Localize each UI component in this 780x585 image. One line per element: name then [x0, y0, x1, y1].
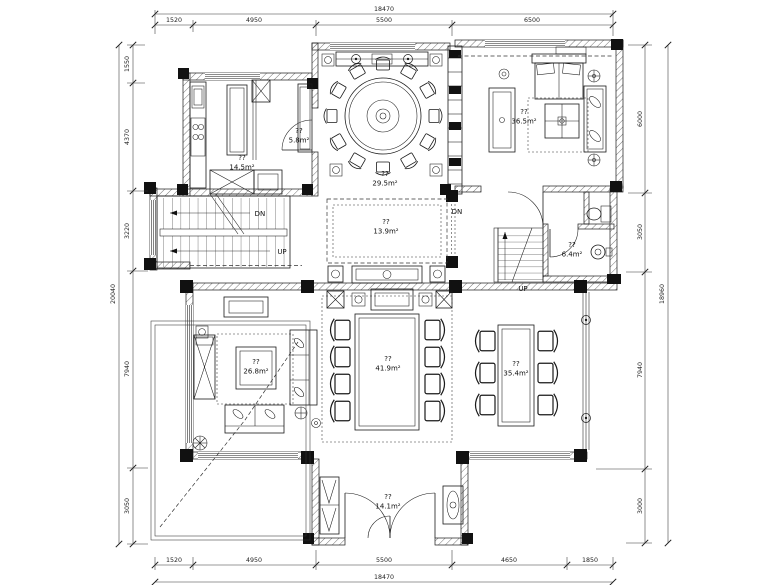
svg-text:6500: 6500 [523, 17, 541, 24]
label-pantry: ?? 5.8m² [288, 127, 310, 145]
label-living: ?? 26.8m² [243, 358, 269, 376]
label-family: ?? 41.9m² [375, 355, 401, 373]
stair-right [452, 208, 543, 293]
svg-text:3050: 3050 [124, 497, 131, 515]
svg-text:4370: 4370 [124, 128, 131, 146]
svg-text:4950: 4950 [245, 557, 263, 564]
dimension-left [110, 42, 148, 547]
label-bathroom: ?? 6.4m² [561, 241, 583, 259]
dimension-bottom [152, 550, 616, 585]
dim-right-overall: 18960 [659, 283, 666, 305]
dim-bottom-overall: 18470 [373, 574, 395, 581]
svg-text:7940: 7940 [637, 361, 644, 379]
label-bedroom: ?? 36.5m² [511, 108, 537, 126]
dimension-right [596, 42, 671, 546]
dimension-top [152, 6, 616, 36]
room-courtyard [327, 199, 455, 283]
terrace [151, 321, 310, 540]
walls [150, 40, 623, 545]
stair-left-up-label: UP [277, 248, 287, 256]
dim-top-overall: 18470 [373, 6, 395, 13]
svg-text:4650: 4650 [500, 557, 518, 564]
stair-right-up-label: UP [518, 285, 528, 293]
svg-text:7940: 7940 [124, 360, 131, 378]
svg-text:5500: 5500 [375, 557, 393, 564]
label-dining-round: ?? 29.5m² [372, 170, 398, 188]
svg-text:1520: 1520 [165, 557, 183, 564]
svg-text:3050: 3050 [637, 223, 644, 241]
svg-text:1520: 1520 [165, 17, 183, 24]
room-dining-round [322, 52, 442, 176]
svg-text:3220: 3220 [124, 222, 131, 240]
svg-text:3000: 3000 [637, 497, 644, 515]
stair-left [157, 194, 302, 268]
svg-text:4950: 4950 [245, 17, 263, 24]
label-dining-side: ?? 35.4m² [503, 360, 529, 378]
svg-text:1850: 1850 [581, 557, 599, 564]
svg-text:6000: 6000 [637, 110, 644, 128]
svg-text:1550: 1550 [124, 55, 131, 73]
label-courtyard: ?? 13.9m² [373, 218, 399, 236]
label-entry: ?? 14.1m² [375, 493, 401, 511]
stair-right-dn-label: DN [451, 208, 463, 216]
svg-text:5500: 5500 [375, 17, 393, 24]
columns [144, 39, 623, 544]
stair-left-dn-label: DN [254, 210, 266, 218]
room-kitchen [190, 80, 282, 194]
label-kitchen: ?? 14.5m² [229, 154, 255, 172]
dim-left-overall: 20040 [110, 283, 117, 305]
